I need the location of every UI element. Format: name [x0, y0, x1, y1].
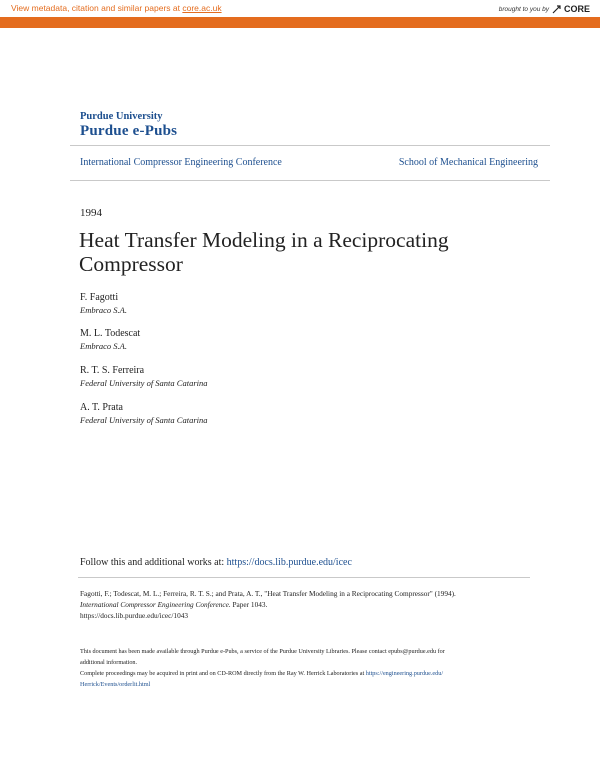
- author-affiliation: Federal University of Santa Catarina: [80, 415, 208, 425]
- notice-line2: additional information.: [80, 659, 138, 666]
- brought-by-text: brought to you by: [498, 5, 549, 13]
- author-affiliation: Federal University of Santa Catarina: [80, 378, 208, 388]
- herrick-link-continued[interactable]: Herrick/Events/orderlit.html: [80, 681, 151, 688]
- paper-title-line2: Compressor: [79, 252, 183, 276]
- citation-paper: Paper 1043.: [230, 600, 268, 609]
- brought-to-you-by: [499, 4, 590, 14]
- divider-citation: [78, 577, 530, 578]
- follow-link[interactable]: https://docs.lib.purdue.edu/icec: [226, 557, 352, 568]
- notice-line3-text: Complete proceedings may be acquired in print and on CD-ROM directly from the Ray W. Herrick Laboratories at: [80, 670, 366, 677]
- core-banner: [0, 0, 600, 17]
- provided-by-bar: [0, 17, 600, 42]
- core-logo-text: CORE: [563, 4, 590, 14]
- citation-line1: Fagotti, F.; Todescat, M. L.; Ferreira, R. T. S.; and Prata, A. T., "Heat Transfer Modeling in a Reciprocating Compressor" (1994).: [80, 589, 456, 598]
- notice-line1: This document has been made available through Purdue e-Pubs, a service of the Purdue University Libraries. Please contact epubs@purdue.edu for: [80, 648, 445, 655]
- paper-title-line1: Heat Transfer Modeling in a Reciprocating: [79, 228, 449, 252]
- core-metadata-link[interactable]: [11, 3, 222, 13]
- university-name[interactable]: Purdue University: [80, 111, 163, 122]
- follow-text: Follow this and additional works at:: [80, 557, 227, 568]
- series-link-school[interactable]: School of Mechanical Engineering: [398, 157, 538, 168]
- notice-line3: [80, 668, 540, 679]
- citation-url[interactable]: https://docs.lib.purdue.edu/icec/1043: [80, 611, 189, 620]
- recommended-citation: [80, 588, 530, 621]
- divider-bottom: [70, 180, 550, 181]
- follow-line: [80, 557, 352, 568]
- author-name[interactable]: R. T. S. Ferreira: [80, 365, 145, 376]
- availability-notice: [80, 646, 540, 690]
- author-name[interactable]: A. T. Prata: [80, 402, 123, 413]
- paper-title: [79, 228, 499, 276]
- core-link-prefix: View metadata, citation and similar papers at: [11, 3, 183, 13]
- paper-year: 1994: [80, 207, 102, 219]
- author-name[interactable]: F. Fagotti: [80, 292, 119, 303]
- core-logo-icon: [552, 5, 561, 14]
- citation-line2: [80, 599, 530, 610]
- citation-conference: International Compressor Engineering Conference.: [80, 600, 231, 609]
- provided-by-text[interactable]: provided by Purdue E-Pubs: [516, 36, 590, 42]
- author-affiliation: Embraco S.A.: [80, 305, 127, 315]
- divider-top: [70, 145, 550, 146]
- core-link-site[interactable]: core.ac.uk: [182, 3, 222, 13]
- author-affiliation: Embraco S.A.: [80, 341, 127, 351]
- series-link-conference[interactable]: International Compressor Engineering Conference: [80, 157, 282, 168]
- author-name[interactable]: M. L. Todescat: [80, 328, 141, 339]
- herrick-link[interactable]: https://engineering.purdue.edu/: [365, 670, 444, 677]
- repository-name[interactable]: Purdue e-Pubs: [80, 123, 178, 139]
